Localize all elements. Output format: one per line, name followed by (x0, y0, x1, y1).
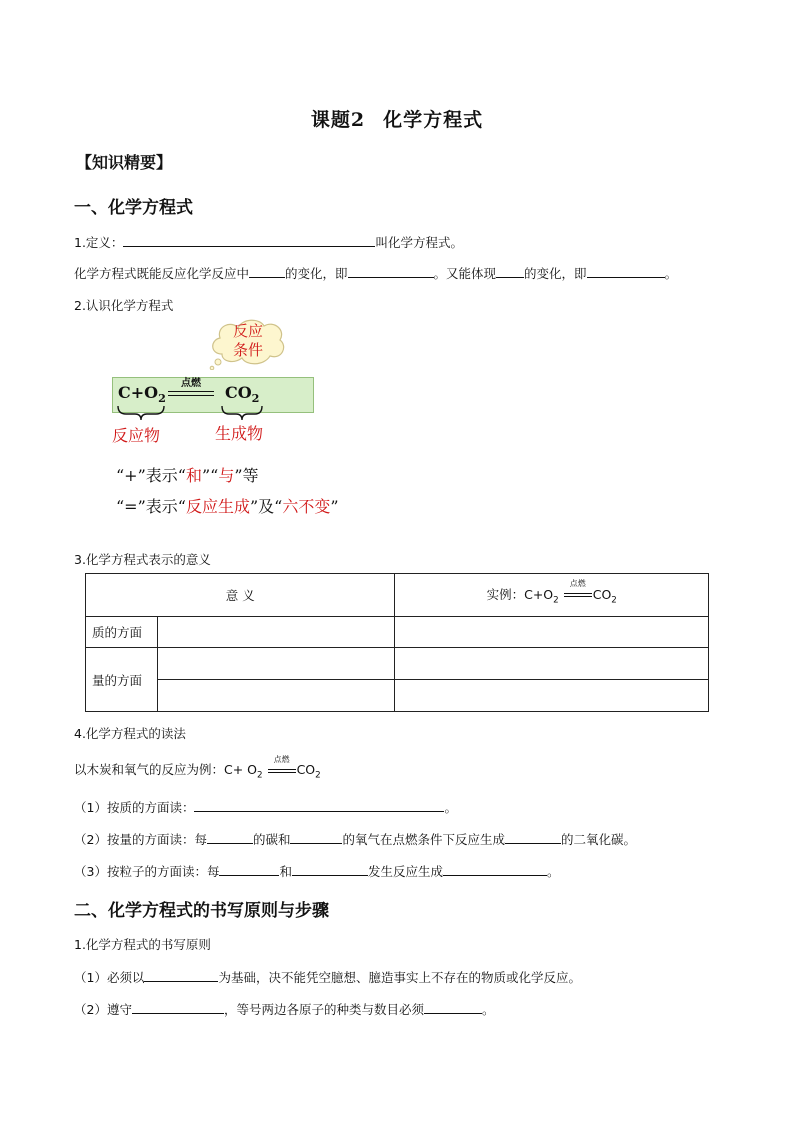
condition-label: 点燃 (181, 378, 201, 389)
meaning-table (85, 573, 709, 712)
section2-heading: 二、化学方程式的书写原则与步骤 (74, 901, 329, 921)
rule-2: （2）遵守 ，等号两边各原子的种类与数目必须 。 (74, 999, 494, 1018)
reading-example-line: 以木炭和氧气的反应为例：$C+ O_2$ 点燃 $CO_2$ (74, 754, 321, 781)
read-by-quantity: （2）按量的方面读：每 的碳和 的氧气在点燃条件下反应生成 的二氧化碳。 (74, 829, 636, 848)
cell-quantity-meaning-2[interactable] (157, 680, 395, 712)
cell-quality-example[interactable] (395, 617, 709, 648)
reaction-condition-label: 反应 条件 (232, 322, 263, 359)
reactant-label: 反应物 (112, 426, 161, 445)
read-by-quality: （1）按质的方面读： 。 (74, 797, 457, 816)
product-formula: $CO_2$ (225, 383, 260, 406)
rule2-blank-1[interactable] (132, 999, 224, 1014)
blank-2[interactable] (348, 263, 434, 278)
sub-heading-3: 3.化学方程式表示的意义 (74, 552, 211, 567)
section2-sub-heading-1: 1.化学方程式的书写原则 (74, 937, 211, 952)
rule-1: （1）必须以 为基础，决不能凭空臆想、臆造事实上不存在的物质或化学反应。 (74, 967, 581, 986)
row-quantity: 量的方面 (86, 648, 158, 712)
header-meaning: 意 义 (86, 574, 395, 617)
cell-quantity-example-1[interactable] (395, 648, 709, 680)
read3-blank-3[interactable] (443, 861, 547, 876)
condition-arrow: 点燃 (563, 587, 593, 603)
equals-line-bottom (168, 395, 214, 396)
condition-arrow: 点燃 (267, 763, 297, 779)
cell-quality-meaning[interactable] (157, 617, 395, 648)
read1-blank[interactable] (194, 797, 444, 812)
blank-4[interactable] (587, 263, 665, 278)
dual-meaning-line: 化学方程式既能反应化学反应中 的变化，即 。又能体现 的变化，即 。 (74, 263, 677, 282)
rule2-blank-2[interactable] (424, 999, 482, 1014)
blank-1[interactable] (249, 263, 285, 278)
reactants-formula: $C+O_2$ (118, 383, 166, 406)
read2-blank-2[interactable] (290, 829, 342, 844)
cell-quantity-meaning-1[interactable] (157, 648, 395, 680)
rule1-blank[interactable] (144, 967, 218, 982)
read3-blank-1[interactable] (219, 861, 279, 876)
read3-blank-2[interactable] (292, 861, 368, 876)
sub-heading-2: 2.认识化学方程式 (74, 298, 174, 313)
equals-line-top (168, 391, 214, 392)
definition-line: 1.定义： 叫化学方程式。 (74, 232, 463, 251)
equals-meaning-line: “=”表示“反应生成”及“六不变” (116, 497, 339, 516)
row-quality: 质的方面 (86, 617, 158, 648)
read2-blank-3[interactable] (505, 829, 561, 844)
reactant-brace-icon (116, 404, 166, 422)
product-brace-icon (220, 404, 264, 422)
sub-heading-4: 4.化学方程式的读法 (74, 726, 186, 741)
knowledge-header: 【知识精要】 (76, 153, 173, 172)
read-by-particle: （3）按粒子的方面读：每 和 发生反应生成 。 (74, 861, 560, 880)
read2-blank-1[interactable] (207, 829, 253, 844)
cell-quantity-example-2[interactable] (395, 680, 709, 712)
definition-blank[interactable] (123, 232, 375, 247)
plus-meaning-line: “+”表示“和”“与”等 (116, 466, 259, 485)
product-label: 生成物 (215, 424, 264, 443)
page-title: 课题2 化学方程式 (310, 109, 484, 131)
blank-3[interactable] (496, 263, 524, 278)
header-example: 实例：$C+O_2$ 点燃 $CO_2$ (395, 574, 709, 617)
section1-heading: 一、化学方程式 (74, 198, 193, 218)
